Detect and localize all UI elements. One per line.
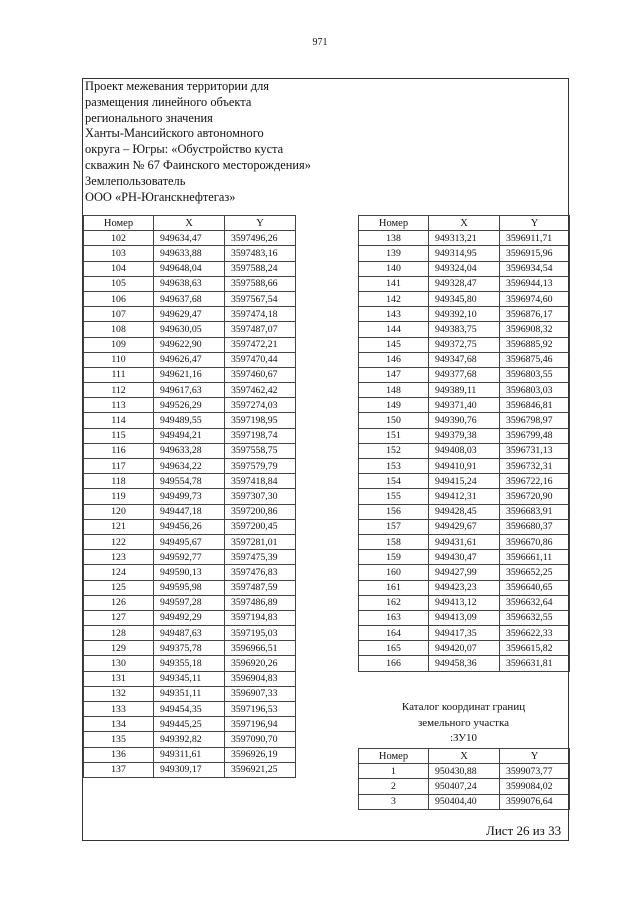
y-coordinate-cell: 3596731,13 xyxy=(500,443,570,458)
point-number-cell: 116 xyxy=(84,443,154,458)
x-coordinate-cell: 949371,40 xyxy=(429,398,500,413)
table-row xyxy=(359,352,570,367)
table-row xyxy=(84,231,296,246)
y-coordinate-cell: 3597196,53 xyxy=(225,702,296,717)
y-coordinate-cell: 3597274,03 xyxy=(225,398,296,413)
y-coordinate-cell: 3597472,21 xyxy=(225,337,296,352)
y-coordinate-cell: 3597483,16 xyxy=(225,246,296,261)
point-number-cell: 102 xyxy=(84,231,154,246)
document-title xyxy=(85,79,385,205)
point-number-cell: 127 xyxy=(84,610,154,625)
y-coordinate-cell: 3597090,70 xyxy=(225,732,296,747)
table-row xyxy=(84,413,296,428)
table-row xyxy=(84,717,296,732)
sheet-label: Лист 26 из 33 xyxy=(486,823,562,838)
table-row xyxy=(359,291,570,306)
table-row xyxy=(359,794,570,809)
table-row xyxy=(84,504,296,519)
point-number-cell: 164 xyxy=(359,626,429,641)
x-coordinate-cell: 949379,38 xyxy=(429,428,500,443)
table-row xyxy=(84,686,296,701)
x-coordinate-cell: 949445,25 xyxy=(154,717,225,732)
y-coordinate-cell: 3596631,81 xyxy=(500,656,570,671)
point-number-cell: 150 xyxy=(359,413,429,428)
point-number-cell: 165 xyxy=(359,641,429,656)
y-coordinate-cell: 3596907,33 xyxy=(225,686,296,701)
x-coordinate-cell: 949423,23 xyxy=(429,580,500,595)
table-row xyxy=(359,610,570,625)
x-coordinate-cell: 949458,36 xyxy=(429,656,500,671)
point-number-cell: 104 xyxy=(84,261,154,276)
point-number-cell: 136 xyxy=(84,747,154,762)
table-row xyxy=(84,428,296,443)
y-coordinate-cell: 3597307,30 xyxy=(225,489,296,504)
y-coordinate-cell: 3596632,55 xyxy=(500,610,570,625)
title-line: округа – Югры: «Обустройство куста xyxy=(85,142,284,157)
point-number-cell: 105 xyxy=(84,276,154,291)
point-number-cell: 166 xyxy=(359,656,429,671)
table-row xyxy=(84,671,296,686)
point-number-cell: 119 xyxy=(84,489,154,504)
x-coordinate-cell: 949597,28 xyxy=(154,595,225,610)
x-coordinate-cell: 949392,10 xyxy=(429,307,500,322)
y-coordinate-cell: 3597474,18 xyxy=(225,307,296,322)
point-number-cell: 157 xyxy=(359,519,429,534)
table-row xyxy=(84,322,296,337)
x-coordinate-cell: 949355,18 xyxy=(154,656,225,671)
y-coordinate-cell: 3596615,82 xyxy=(500,641,570,656)
title-line: ООО «РН-Юганскнефтегаз» xyxy=(85,189,236,204)
x-coordinate-cell: 949390,76 xyxy=(429,413,500,428)
title-line: скважин № 67 Фаинского месторождения» xyxy=(85,157,311,172)
title-line: Проект межевания территории для xyxy=(85,79,269,93)
y-coordinate-cell: 3597558,75 xyxy=(225,443,296,458)
x-coordinate-cell: 950404,40 xyxy=(429,794,500,809)
y-coordinate-cell: 3597198,95 xyxy=(225,413,296,428)
y-coordinate-cell: 3597462,42 xyxy=(225,383,296,398)
x-coordinate-cell: 949590,13 xyxy=(154,565,225,580)
x-coordinate-cell: 949447,18 xyxy=(154,504,225,519)
table-row xyxy=(359,595,570,610)
table-row xyxy=(84,398,296,413)
y-coordinate-cell: 3596640,65 xyxy=(500,580,570,595)
point-number-cell: 120 xyxy=(84,504,154,519)
point-number-cell: 159 xyxy=(359,550,429,565)
column-header: X xyxy=(429,749,500,764)
point-number-cell: 154 xyxy=(359,474,429,489)
table-row xyxy=(84,246,296,261)
table-row xyxy=(84,276,296,291)
table-row xyxy=(359,489,570,504)
x-coordinate-cell: 949417,35 xyxy=(429,626,500,641)
x-coordinate-cell: 949454,35 xyxy=(154,702,225,717)
point-number-cell: 141 xyxy=(359,276,429,291)
x-coordinate-cell: 949372,75 xyxy=(429,337,500,352)
y-coordinate-cell: 3596622,33 xyxy=(500,626,570,641)
table-row xyxy=(359,261,570,276)
x-coordinate-cell: 949494,21 xyxy=(154,428,225,443)
point-number-cell: 155 xyxy=(359,489,429,504)
table-row xyxy=(84,337,296,352)
point-number-cell: 121 xyxy=(84,519,154,534)
x-coordinate-cell: 949377,68 xyxy=(429,367,500,382)
y-coordinate-cell: 3597418,84 xyxy=(225,474,296,489)
y-coordinate-cell: 3596885,92 xyxy=(500,337,570,352)
table-row xyxy=(359,519,570,534)
y-coordinate-cell: 3596732,31 xyxy=(500,459,570,474)
x-coordinate-cell: 949617,63 xyxy=(154,383,225,398)
point-number-cell: 156 xyxy=(359,504,429,519)
column-header: Y xyxy=(225,216,296,231)
point-number-cell: 103 xyxy=(84,246,154,261)
point-number-cell: 161 xyxy=(359,580,429,595)
table-row xyxy=(84,261,296,276)
y-coordinate-cell: 3596934,54 xyxy=(500,261,570,276)
table-row xyxy=(359,459,570,474)
x-coordinate-cell: 949487,63 xyxy=(154,626,225,641)
x-coordinate-cell: 949345,80 xyxy=(429,291,500,306)
x-coordinate-cell: 949633,28 xyxy=(154,443,225,458)
y-coordinate-cell: 3596846,81 xyxy=(500,398,570,413)
x-coordinate-cell: 949495,67 xyxy=(154,534,225,549)
point-number-cell: 163 xyxy=(359,610,429,625)
table-row xyxy=(359,413,570,428)
table-row xyxy=(359,383,570,398)
column-header: Номер xyxy=(359,749,429,764)
table-row xyxy=(359,550,570,565)
y-coordinate-cell: 3597200,45 xyxy=(225,519,296,534)
x-coordinate-cell: 950430,88 xyxy=(429,764,500,779)
table-row xyxy=(359,534,570,549)
x-coordinate-cell: 949499,73 xyxy=(154,489,225,504)
column-header: Y xyxy=(500,749,570,764)
point-number-cell: 144 xyxy=(359,322,429,337)
point-number-cell: 108 xyxy=(84,322,154,337)
y-coordinate-cell: 3597194,83 xyxy=(225,610,296,625)
point-number-cell: 133 xyxy=(84,702,154,717)
x-coordinate-cell: 949489,55 xyxy=(154,413,225,428)
y-coordinate-cell: 3596944,13 xyxy=(500,276,570,291)
point-number-cell: 114 xyxy=(84,413,154,428)
point-number-cell: 143 xyxy=(359,307,429,322)
table-row xyxy=(84,747,296,762)
y-coordinate-cell: 3596720,90 xyxy=(500,489,570,504)
point-number-cell: 112 xyxy=(84,383,154,398)
title-line: регионального значения xyxy=(85,110,213,125)
y-coordinate-cell: 3597588,66 xyxy=(225,276,296,291)
x-coordinate-cell: 949630,05 xyxy=(154,322,225,337)
point-number-cell: 1 xyxy=(359,764,429,779)
point-number-cell: 135 xyxy=(84,732,154,747)
x-coordinate-cell: 949626,47 xyxy=(154,352,225,367)
table-row xyxy=(84,610,296,625)
y-coordinate-cell: 3596904,83 xyxy=(225,671,296,686)
point-number-cell: 106 xyxy=(84,291,154,306)
x-coordinate-cell: 949389,11 xyxy=(429,383,500,398)
table-row xyxy=(359,641,570,656)
y-coordinate-cell: 3597195,03 xyxy=(225,626,296,641)
y-coordinate-cell: 3596921,25 xyxy=(225,762,296,777)
table-row xyxy=(359,428,570,443)
y-coordinate-cell: 3597487,07 xyxy=(225,322,296,337)
point-number-cell: 125 xyxy=(84,580,154,595)
point-number-cell: 110 xyxy=(84,352,154,367)
y-coordinate-cell: 3597196,94 xyxy=(225,717,296,732)
y-coordinate-cell: 3597579,79 xyxy=(225,459,296,474)
table-row xyxy=(359,565,570,580)
table-row xyxy=(359,443,570,458)
x-coordinate-cell: 949492,29 xyxy=(154,610,225,625)
x-coordinate-cell: 949430,47 xyxy=(429,550,500,565)
point-number-cell: 111 xyxy=(84,367,154,382)
table-row xyxy=(359,580,570,595)
point-number-cell: 129 xyxy=(84,641,154,656)
y-coordinate-cell: 3597460,67 xyxy=(225,367,296,382)
table-row xyxy=(359,504,570,519)
y-coordinate-cell: 3596632,64 xyxy=(500,595,570,610)
x-coordinate-cell: 949351,11 xyxy=(154,686,225,701)
x-coordinate-cell: 949415,24 xyxy=(429,474,500,489)
x-coordinate-cell: 949592,77 xyxy=(154,550,225,565)
point-number-cell: 123 xyxy=(84,550,154,565)
y-coordinate-cell: 3596798,97 xyxy=(500,413,570,428)
x-coordinate-cell: 949634,47 xyxy=(154,231,225,246)
table-row xyxy=(359,764,570,779)
y-coordinate-cell: 3596670,86 xyxy=(500,534,570,549)
coordinates-table-left xyxy=(83,215,296,778)
y-coordinate-cell: 3596875,46 xyxy=(500,352,570,367)
x-coordinate-cell: 949629,47 xyxy=(154,307,225,322)
table-row xyxy=(84,474,296,489)
point-number-cell: 148 xyxy=(359,383,429,398)
x-coordinate-cell: 949383,75 xyxy=(429,322,500,337)
table-row xyxy=(359,307,570,322)
point-number-cell: 145 xyxy=(359,337,429,352)
point-number-cell: 162 xyxy=(359,595,429,610)
point-number-cell: 160 xyxy=(359,565,429,580)
table-row xyxy=(359,276,570,291)
y-coordinate-cell: 3597476,83 xyxy=(225,565,296,580)
column-header: Y xyxy=(500,216,570,231)
y-coordinate-cell: 3596926,19 xyxy=(225,747,296,762)
table-row xyxy=(84,383,296,398)
coordinates-table-zu10 xyxy=(358,748,570,810)
table-row xyxy=(359,656,570,671)
x-coordinate-cell: 949324,04 xyxy=(429,261,500,276)
point-number-cell: 130 xyxy=(84,656,154,671)
x-coordinate-cell: 949595,98 xyxy=(154,580,225,595)
y-coordinate-cell: 3597487,59 xyxy=(225,580,296,595)
catalog-title xyxy=(358,700,569,747)
catalog-title-line: земельного участка xyxy=(417,716,510,729)
y-coordinate-cell: 3599073,77 xyxy=(500,764,570,779)
y-coordinate-cell: 3597496,26 xyxy=(225,231,296,246)
point-number-cell: 2 xyxy=(359,779,429,794)
y-coordinate-cell: 3596920,26 xyxy=(225,656,296,671)
point-number-cell: 107 xyxy=(84,307,154,322)
table-row xyxy=(84,732,296,747)
table-row xyxy=(84,489,296,504)
x-coordinate-cell: 949634,22 xyxy=(154,459,225,474)
table-row xyxy=(84,352,296,367)
point-number-cell: 115 xyxy=(84,428,154,443)
point-number-cell: 128 xyxy=(84,626,154,641)
point-number-cell: 118 xyxy=(84,474,154,489)
point-number-cell: 117 xyxy=(84,459,154,474)
y-coordinate-cell: 3596911,71 xyxy=(500,231,570,246)
point-number-cell: 131 xyxy=(84,671,154,686)
title-line: размещения линейного объекта xyxy=(85,94,252,109)
x-coordinate-cell: 949392,82 xyxy=(154,732,225,747)
x-coordinate-cell: 949427,99 xyxy=(429,565,500,580)
table-row xyxy=(84,459,296,474)
y-coordinate-cell: 3596683,91 xyxy=(500,504,570,519)
table-row xyxy=(84,550,296,565)
table-row xyxy=(84,656,296,671)
page-number: 971 xyxy=(312,37,328,48)
y-coordinate-cell: 3597281,01 xyxy=(225,534,296,549)
point-number-cell: 151 xyxy=(359,428,429,443)
table-row xyxy=(359,337,570,352)
y-coordinate-cell: 3596722,16 xyxy=(500,474,570,489)
catalog-title-line: :ЗУ10 xyxy=(449,732,478,745)
x-coordinate-cell: 949456,26 xyxy=(154,519,225,534)
y-coordinate-cell: 3596661,11 xyxy=(500,550,570,565)
table-row xyxy=(84,595,296,610)
y-coordinate-cell: 3596799,48 xyxy=(500,428,570,443)
x-coordinate-cell: 949413,09 xyxy=(429,610,500,625)
point-number-cell: 132 xyxy=(84,686,154,701)
x-coordinate-cell: 949648,04 xyxy=(154,261,225,276)
x-coordinate-cell: 949311,61 xyxy=(154,747,225,762)
y-coordinate-cell: 3597470,44 xyxy=(225,352,296,367)
y-coordinate-cell: 3597200,86 xyxy=(225,504,296,519)
x-coordinate-cell: 949314,95 xyxy=(429,246,500,261)
point-number-cell: 124 xyxy=(84,565,154,580)
table-row xyxy=(84,702,296,717)
x-coordinate-cell: 949412,31 xyxy=(429,489,500,504)
table-row xyxy=(84,641,296,656)
x-coordinate-cell: 949431,61 xyxy=(429,534,500,549)
catalog-title-line: Каталог координат границ xyxy=(401,701,526,713)
y-coordinate-cell: 3599084,02 xyxy=(500,779,570,794)
y-coordinate-cell: 3597486,89 xyxy=(225,595,296,610)
point-number-cell: 126 xyxy=(84,595,154,610)
x-coordinate-cell: 950407,24 xyxy=(429,779,500,794)
point-number-cell: 140 xyxy=(359,261,429,276)
table-row xyxy=(359,398,570,413)
x-coordinate-cell: 949313,21 xyxy=(429,231,500,246)
x-coordinate-cell: 949526,29 xyxy=(154,398,225,413)
y-coordinate-cell: 3596966,51 xyxy=(225,641,296,656)
point-number-cell: 153 xyxy=(359,459,429,474)
point-number-cell: 113 xyxy=(84,398,154,413)
table-row xyxy=(84,367,296,382)
table-row xyxy=(359,626,570,641)
y-coordinate-cell: 3596803,03 xyxy=(500,383,570,398)
point-number-cell: 3 xyxy=(359,794,429,809)
y-coordinate-cell: 3596908,32 xyxy=(500,322,570,337)
table-row xyxy=(84,307,296,322)
x-coordinate-cell: 949429,67 xyxy=(429,519,500,534)
table-row xyxy=(84,762,296,777)
x-coordinate-cell: 949375,78 xyxy=(154,641,225,656)
x-coordinate-cell: 949638,63 xyxy=(154,276,225,291)
point-number-cell: 122 xyxy=(84,534,154,549)
title-line: Землепользователь xyxy=(85,173,186,188)
title-line: Ханты-Мансийского автономного xyxy=(85,126,264,141)
y-coordinate-cell: 3596915,96 xyxy=(500,246,570,261)
table-row xyxy=(359,322,570,337)
y-coordinate-cell: 3596652,25 xyxy=(500,565,570,580)
x-coordinate-cell: 949420,07 xyxy=(429,641,500,656)
coordinates-table-right xyxy=(358,215,570,672)
x-coordinate-cell: 949347,68 xyxy=(429,352,500,367)
column-header: Номер xyxy=(359,216,429,231)
y-coordinate-cell: 3596803,55 xyxy=(500,367,570,382)
x-coordinate-cell: 949413,12 xyxy=(429,595,500,610)
column-header: Номер xyxy=(84,216,154,231)
point-number-cell: 149 xyxy=(359,398,429,413)
table-row xyxy=(359,231,570,246)
point-number-cell: 152 xyxy=(359,443,429,458)
x-coordinate-cell: 949345,11 xyxy=(154,671,225,686)
y-coordinate-cell: 3596974,60 xyxy=(500,291,570,306)
table-row xyxy=(84,534,296,549)
point-number-cell: 142 xyxy=(359,291,429,306)
table-row xyxy=(84,565,296,580)
x-coordinate-cell: 949633,88 xyxy=(154,246,225,261)
y-coordinate-cell: 3596876,17 xyxy=(500,307,570,322)
table-row xyxy=(359,474,570,489)
point-number-cell: 146 xyxy=(359,352,429,367)
table-row xyxy=(84,291,296,306)
table-row xyxy=(84,519,296,534)
point-number-cell: 137 xyxy=(84,762,154,777)
x-coordinate-cell: 949410,91 xyxy=(429,459,500,474)
x-coordinate-cell: 949637,68 xyxy=(154,291,225,306)
y-coordinate-cell: 3596680,37 xyxy=(500,519,570,534)
table-row xyxy=(84,580,296,595)
x-coordinate-cell: 949408,03 xyxy=(429,443,500,458)
column-header: X xyxy=(154,216,225,231)
table-row xyxy=(359,367,570,382)
y-coordinate-cell: 3599076,64 xyxy=(500,794,570,809)
x-coordinate-cell: 949554,78 xyxy=(154,474,225,489)
x-coordinate-cell: 949621,16 xyxy=(154,367,225,382)
x-coordinate-cell: 949328,47 xyxy=(429,276,500,291)
point-number-cell: 158 xyxy=(359,534,429,549)
column-header: X xyxy=(429,216,500,231)
table-row xyxy=(84,626,296,641)
x-coordinate-cell: 949309,17 xyxy=(154,762,225,777)
point-number-cell: 138 xyxy=(359,231,429,246)
y-coordinate-cell: 3597198,74 xyxy=(225,428,296,443)
point-number-cell: 147 xyxy=(359,367,429,382)
table-row xyxy=(84,443,296,458)
point-number-cell: 139 xyxy=(359,246,429,261)
point-number-cell: 134 xyxy=(84,717,154,732)
x-coordinate-cell: 949622,90 xyxy=(154,337,225,352)
y-coordinate-cell: 3597475,39 xyxy=(225,550,296,565)
y-coordinate-cell: 3597588,24 xyxy=(225,261,296,276)
y-coordinate-cell: 3597567,54 xyxy=(225,291,296,306)
x-coordinate-cell: 949428,45 xyxy=(429,504,500,519)
point-number-cell: 109 xyxy=(84,337,154,352)
table-row xyxy=(359,246,570,261)
table-row xyxy=(359,779,570,794)
